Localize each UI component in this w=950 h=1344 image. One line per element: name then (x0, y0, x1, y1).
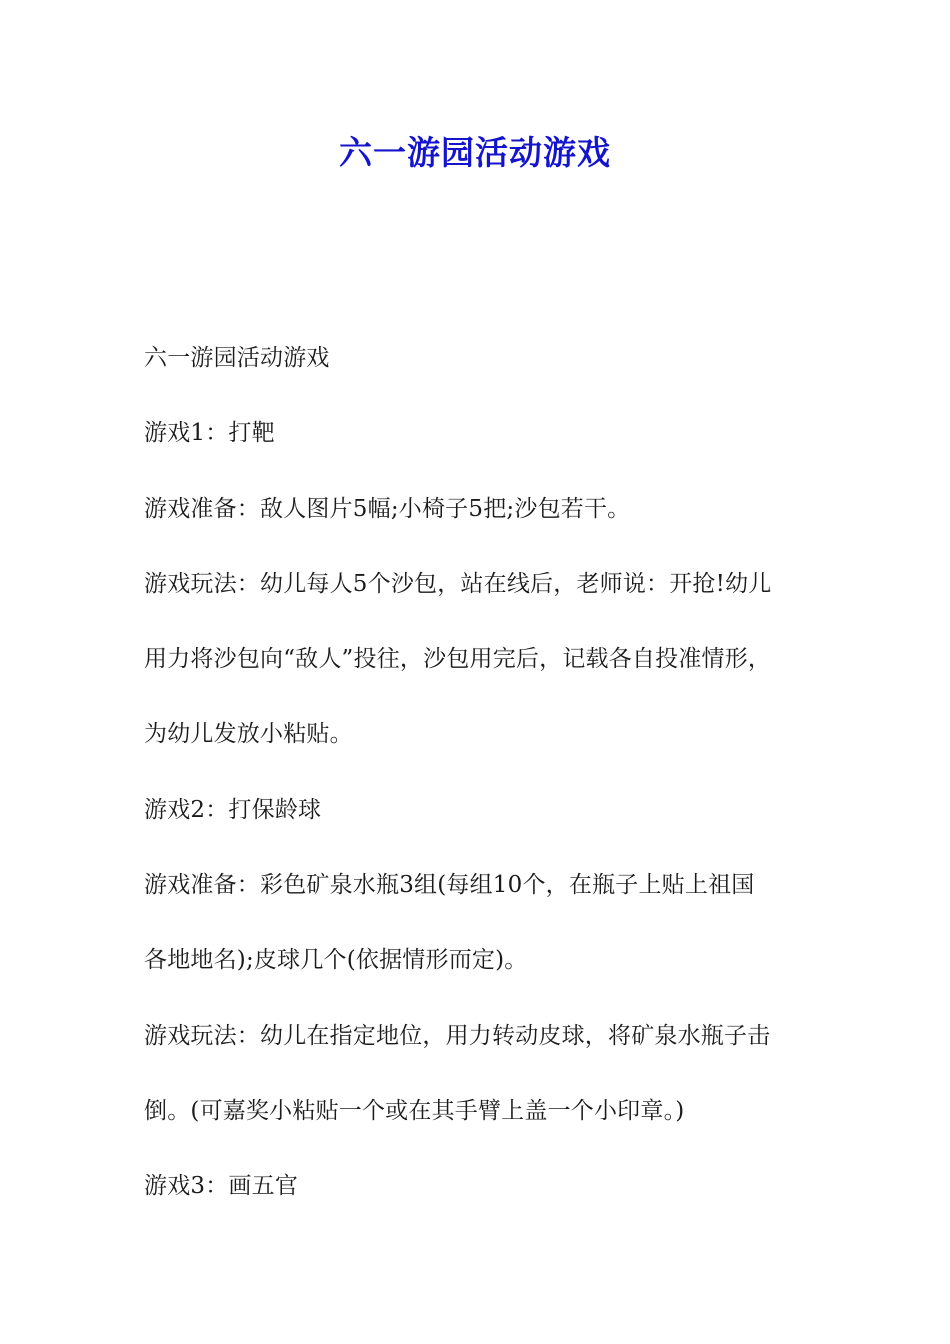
game-3-heading: 游戏3：画五官 (144, 1173, 299, 1200)
document-body (144, 338, 834, 1242)
game-1-preparation: 游戏准备：敌人图片5幅;小椅子5把;沙包若干。 (144, 495, 631, 522)
section-heading: 六一游园活动游戏 (144, 345, 330, 371)
game-2-preparation-line-1: 游戏准备：彩色矿泉水瓶3组(每组10个，在瓶子上贴上祖国 (144, 872, 755, 899)
game-2-preparation-line-2: 各地地名);皮球几个(依据情形而定)。 (144, 947, 528, 974)
game-1-heading: 游戏1：打靶 (144, 420, 275, 447)
game-2-rules-line-1: 游戏玩法：幼儿在指定地位，用力转动皮球，将矿泉水瓶子击 (144, 1022, 771, 1049)
game-2-heading: 游戏2：打保龄球 (144, 796, 322, 823)
game-1-rules-line-2: 用力将沙包向“敌人”投往，沙包用完后，记载各自投准情形， (144, 646, 772, 673)
document-title: 六一游园活动游戏 (339, 133, 611, 172)
game-1-rules-line-1: 游戏玩法：幼儿每人5个沙包，站在线后，老师说：开抢!幼儿 (144, 570, 772, 597)
game-2-rules-line-2: 倒。(可嘉奖小粘贴一个或在其手臂上盖一个小印章。) (144, 1097, 685, 1124)
game-1-rules-line-3: 为幼儿发放小粘贴。 (144, 721, 353, 748)
